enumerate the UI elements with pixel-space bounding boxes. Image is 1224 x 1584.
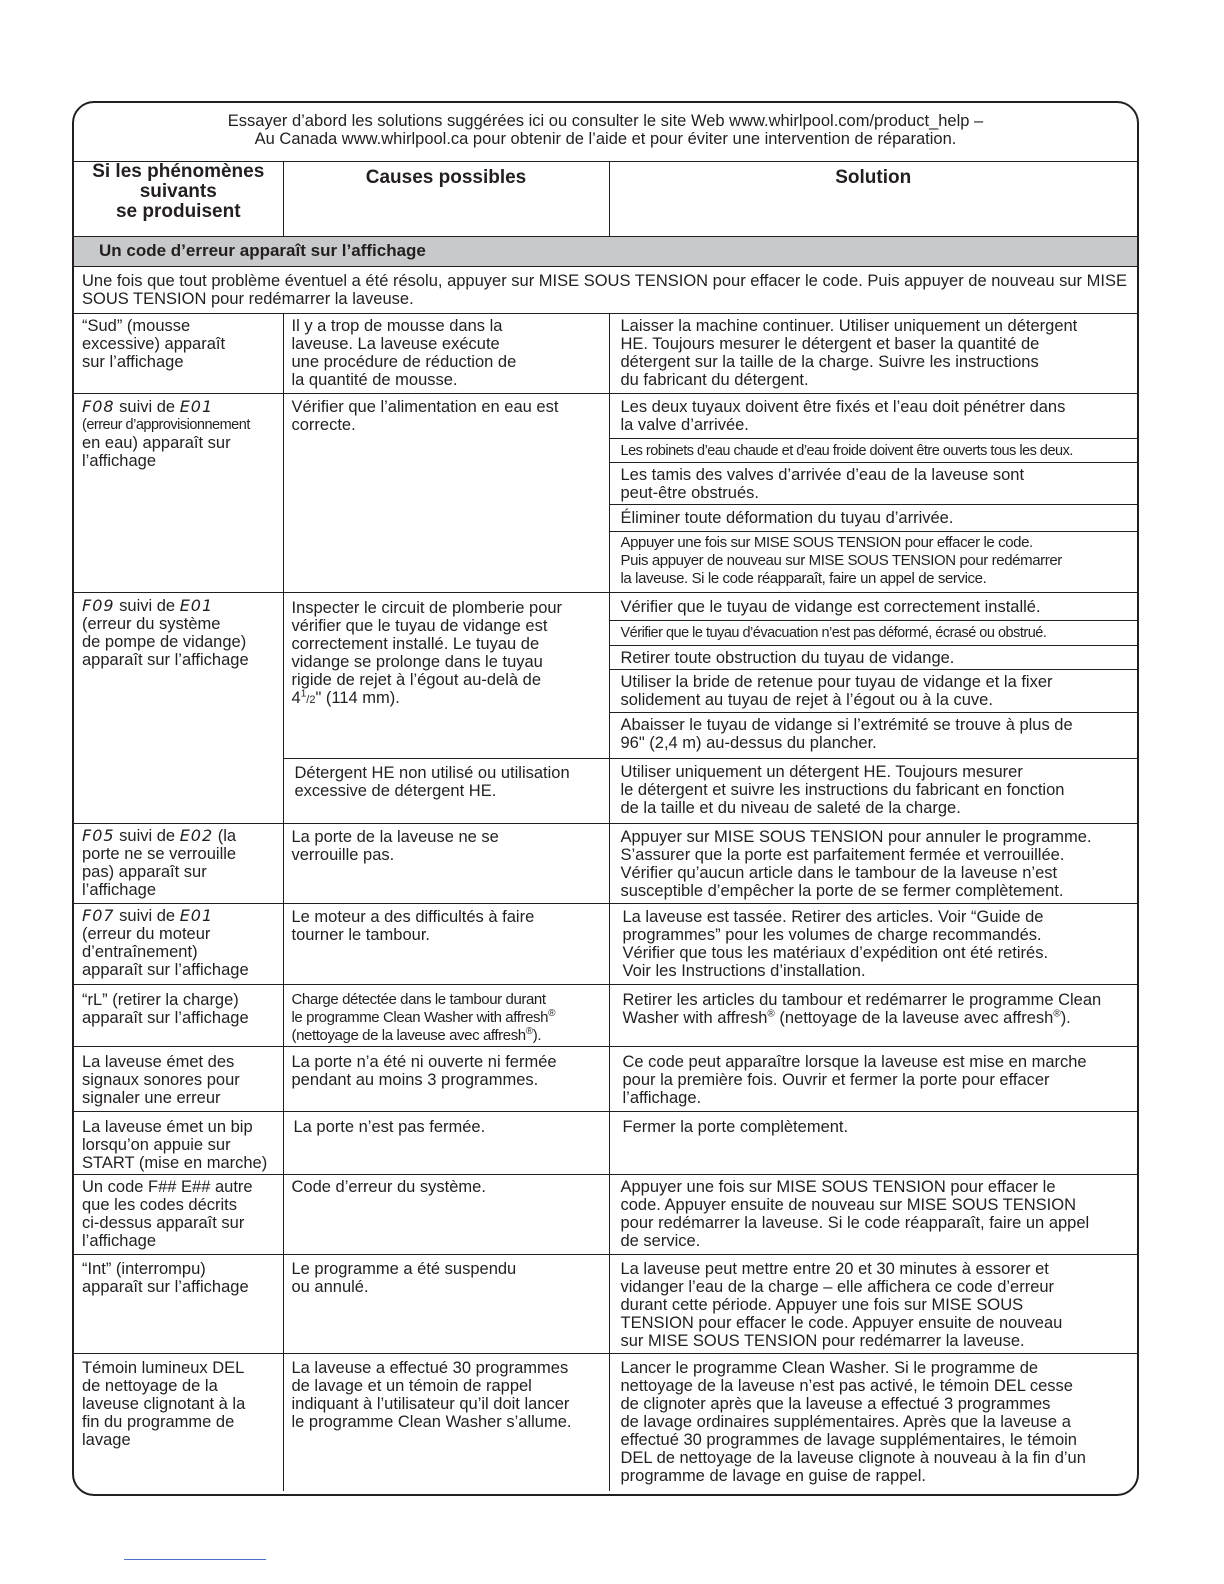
symptom-f05 xyxy=(74,824,283,904)
solution-f08-3: Les tamis des valves d’arrivée d’eau de la laveuse sont peut-être obstrués. xyxy=(609,463,1137,505)
symptom-f09-rest: (erreur du système de pompe de vidange) apparaît sur l’affichage xyxy=(82,615,249,669)
table-row xyxy=(74,394,1137,439)
error-code-f09: F09 xyxy=(82,596,115,615)
table-row xyxy=(74,985,1137,1047)
solution-f09-5: Abaisser le tuyau de vidange si l’extrémité se trouve à plus de 96" (2,4 m) au-dessus du plancher. xyxy=(609,713,1137,759)
symptom-rl: “rL” (retirer la charge) apparaît sur l’affichage xyxy=(74,985,283,1047)
solution-f08-4: Éliminer toute déformation du tuyau d’arrivée. xyxy=(609,505,1137,532)
symptom-signals: La laveuse émet des signaux sonores pour signaler une erreur xyxy=(74,1047,283,1112)
table-row xyxy=(74,904,1137,985)
cause-rl-line-c: ). xyxy=(532,1027,542,1044)
table-row xyxy=(74,314,1137,394)
cause-f09-2: Détergent HE non utilisé ou utilisation excessive de détergent HE. xyxy=(283,759,609,824)
cause-int: Le programme a été suspendu ou annulé. xyxy=(283,1255,609,1354)
table-row xyxy=(74,1175,1137,1255)
cause-signals: La porte n’a été ni ouverte ni fermée pendant au moins 3 programmes. xyxy=(283,1047,609,1112)
registered-mark: ® xyxy=(525,1026,533,1037)
table-row xyxy=(74,1354,1137,1492)
solution-f07: La laveuse est tassée. Retirer des articles. Voir “Guide de programmes” pour les volumes de charge recommandés. Vérifier que tous les matériaux d’expédition ont été retirés. Voir les Instructions d’installation. xyxy=(609,904,1137,985)
header-solution: Solution xyxy=(609,162,1137,237)
intro-text xyxy=(74,103,1137,162)
cause-fcode: Code d’erreur du système. xyxy=(283,1175,609,1255)
suivi-label: suivi de xyxy=(114,597,180,615)
troubleshooting-table-frame xyxy=(72,101,1139,1496)
intro-line-1: Essayer d’abord les solutions suggérées ici ou consulter le site Web www.whirlpool.com/product_help – xyxy=(227,112,984,130)
symptom-f05-rest: porte ne se verrouille pas) apparaît sur l’affichage xyxy=(82,845,237,899)
solution-rl-b: (nettoyage de la laveuse avec affresh xyxy=(774,1009,1054,1027)
suivi-label: suivi de xyxy=(114,907,180,925)
table-row xyxy=(74,1047,1137,1112)
measure-fraction-bottom: 2 xyxy=(309,694,316,706)
cause-rl-line-a: Charge détectée dans le tambour durant le programme Clean Washer with affresh xyxy=(291,991,549,1026)
symptom-f09 xyxy=(74,593,283,824)
cause-del: La laveuse a effectué 30 programmes de lavage et un témoin de rappel indiquant à l’utilisateur qu’il doit lancer le programme Clean Washer s’allume. xyxy=(283,1354,609,1492)
measure-whole: 4 xyxy=(291,689,301,707)
intro-line-2: Au Canada www.whirlpool.ca pour obtenir de l’aide et pour éviter une intervention de réparation. xyxy=(254,130,957,148)
section-title: Un code d’erreur apparaît sur l’affichage xyxy=(74,237,1137,267)
registered-mark: ® xyxy=(767,1008,775,1020)
cause-sud: Il y a trop de mousse dans la laveuse. La laveuse exécute une procédure de réduction de la quantité de mousse. xyxy=(283,314,609,394)
registered-mark: ® xyxy=(1053,1008,1061,1020)
solution-f08-5: Appuyer une fois sur MISE SOUS TENSION pour effacer le code. Puis appuyer de nouveau sur MISE SOUS TENSION pour redémarrer la laveuse. Si le code réapparaît, faire un appel de service. xyxy=(609,532,1137,593)
solution-f08-2: Les robinets d’eau chaude et d’eau froide doivent être ouverts tous les deux. xyxy=(609,439,1137,463)
error-code-f05: F05 xyxy=(82,826,115,845)
suivi-label: suivi de xyxy=(114,827,180,845)
cause-rl xyxy=(283,985,609,1047)
solution-rl-a: Retirer les articles du tambour et redémarrer le programme Clean Washer with affresh xyxy=(622,991,1102,1027)
error-code-e02: E02 xyxy=(179,826,214,845)
symptom-int: “Int” (interrompu) apparaît sur l’affichage xyxy=(74,1255,283,1354)
intro-row xyxy=(74,103,1137,162)
table-row xyxy=(74,1112,1137,1175)
solution-f09-1: Vérifier que le tuyau de vidange est correctement installé. xyxy=(609,593,1137,621)
symptom-bip: La laveuse émet un bip lorsqu’on appuie sur START (mise en marche) xyxy=(74,1112,283,1175)
cause-f07: Le moteur a des difficultés à faire tourner le tambour. xyxy=(283,904,609,985)
solution-sud: Laisser la machine continuer. Utiliser uniquement un détergent HE. Toujours mesurer le détergent et baser la quantité de détergent sur la taille de la charge. Suivre les instructions du fabricant du détergent. xyxy=(609,314,1137,394)
table-row xyxy=(74,1255,1137,1354)
table-row xyxy=(74,824,1137,904)
solution-fcode: Appuyer une fois sur MISE SOUS TENSION pour effacer le code. Appuyer ensuite de nouveau sur MISE SOUS TENSION pour redémarrer la laveuse. Si le code réapparaît, faire un appel de service. xyxy=(609,1175,1137,1255)
error-code-f07: F07 xyxy=(82,906,115,925)
solution-f09-3: Retirer toute obstruction du tuyau de vidange. xyxy=(609,646,1137,670)
symptom-f07 xyxy=(74,904,283,985)
cause-bip: La porte n’est pas fermée. xyxy=(283,1112,609,1175)
solution-bip: Fermer la porte complètement. xyxy=(609,1112,1137,1175)
error-code-e01: E01 xyxy=(179,596,214,615)
measure-fraction-top: 1 xyxy=(300,688,307,700)
solution-f09-2: Vérifier que le tuyau d’évacuation n’est pas déformé, écrasé ou obstrué. xyxy=(609,621,1137,646)
cause-f08: Vérifier que l’alimentation en eau est correcte. xyxy=(283,394,609,593)
solution-signals: Ce code peut apparaître lorsque la laveuse est mise en marche pour la première fois. Ouvrir et fermer la porte pour effacer l’affichage. xyxy=(609,1047,1137,1112)
symptom-fcode: Un code F## E## autre que les codes décrits ci-dessus apparaît sur l’affichage xyxy=(74,1175,283,1255)
solution-rl xyxy=(609,985,1137,1047)
section-note-row xyxy=(74,267,1137,314)
suivi-label: suivi de xyxy=(114,398,180,416)
footer-link-underline xyxy=(124,1559,266,1560)
measure-tail: " (114 mm). xyxy=(315,689,400,707)
symptom-f07-rest: (erreur du moteur d’entraînement) apparaît sur l’affichage xyxy=(82,925,249,979)
cause-f09-1 xyxy=(283,593,609,759)
solution-del: Lancer le programme Clean Washer. Si le programme de nettoyage de la laveuse n’est pas activé, le témoin DEL cesse de clignoter après que la laveuse a effectué 3 programmes de lavage ordinaires supplémentaires. Après que la laveuse a effectué 30 programmes de lavage supplémentaires, le témoin DEL de nettoyage de la laveuse clignote à nouveau à la fin d’un programme de lavage en guise de rappel. xyxy=(609,1354,1137,1492)
header-causes: Causes possibles xyxy=(283,162,609,237)
registered-mark: ® xyxy=(548,1008,556,1019)
error-code-f08: F08 xyxy=(82,397,115,416)
cause-f05: La porte de la laveuse ne se verrouille pas. xyxy=(283,824,609,904)
header-row xyxy=(74,162,1137,237)
solution-f05: Appuyer sur MISE SOUS TENSION pour annuler le programme. S’assurer que la porte est parfaitement fermée et verrouillée. Vérifier qu’aucun article dans le tambour de la laveuse n’est susceptible d’empêcher la porte de se fermer complètement. xyxy=(609,824,1137,904)
section-note: Une fois que tout problème éventuel a été résolu, appuyer sur MISE SOUS TENSION pour effacer le code. Puis appuyer de nouveau sur MISE SOUS TENSION pour redémarrer la laveuse. xyxy=(74,267,1137,314)
section-row xyxy=(74,237,1137,267)
solution-f08-1: Les deux tuyaux doivent être fixés et l’eau doit pénétrer dans la valve d’arrivée. xyxy=(609,394,1137,439)
solution-int: La laveuse peut mettre entre 20 et 30 minutes à essorer et vidanger l’eau de la charge – elle affichera ce code d’erreur durant cette période. Appuyer une fois sur MISE SOUS TENSION pour effacer le code. Appuyer ensuite de nouveau sur MISE SOUS TENSION pour redémarrer la laveuse. xyxy=(609,1255,1137,1354)
error-code-e01: E01 xyxy=(179,906,214,925)
symptom-del: Témoin lumineux DEL de nettoyage de la laveuse clignotant à la fin du programme de lavage xyxy=(74,1354,283,1492)
solution-f09-6: Utiliser uniquement un détergent HE. Toujours mesurer le détergent et suivre les instructions du fabricant en fonction de la taille et du niveau de saleté de la charge. xyxy=(609,759,1137,824)
symptom-f08 xyxy=(74,394,283,593)
solution-rl-c: ). xyxy=(1060,1009,1071,1027)
cause-f09-measure: $4^1/2$" (114 mm). xyxy=(291,688,400,707)
cause-f09-text: Inspecter le circuit de plomberie pour vérifier que le tuyau de vidange est correctement installé. Le tuyau de vidange se prolonge dans le tuyau rigide de rejet à l’égout au-delà de xyxy=(291,599,563,689)
solution-f09-4: Utiliser la bride de retenue pour tuyau de vidange et la fixer solidement au tuyau de rejet à l’égout ou à la cuve. xyxy=(609,670,1137,713)
symptom-sud: “Sud” (mousse excessive) apparaît sur l’affichage xyxy=(74,314,283,394)
symptom-f08-small: (erreur d’approvisionnement xyxy=(82,417,250,433)
table-row xyxy=(74,593,1137,621)
error-code-e01: E01 xyxy=(179,397,214,416)
symptom-f08-rest: en eau) apparaît sur l’affichage xyxy=(82,434,231,470)
troubleshooting-table xyxy=(74,103,1137,1491)
cause-rl-line-b: (nettoyage de la laveuse avec affresh xyxy=(291,1027,526,1044)
symptom-f05-tail: (la xyxy=(213,827,237,845)
header-symptom: Si les phénomènes suivants se produisent xyxy=(74,162,283,237)
